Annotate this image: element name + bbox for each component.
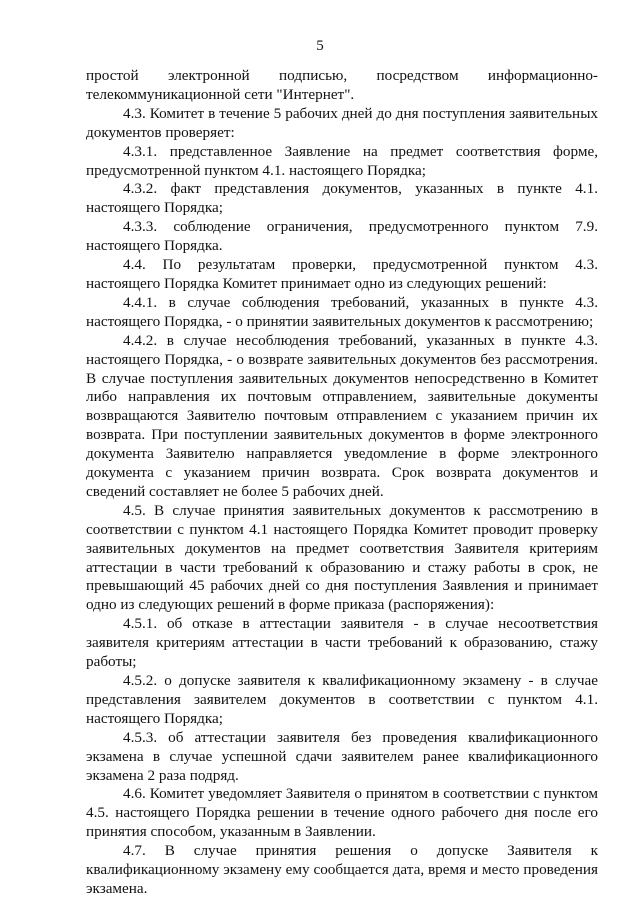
paragraph-4-5-2: 4.5.2. о допуске заявителя к квалификационному экзамену - в случае представления заявителем документов в соответствии с пунктом 4.1. настоящего Порядка;: [86, 672, 598, 727]
paragraph-4-3-1: 4.3.1. представленное Заявление на предмет соответствия форме, предусмотренной пунктом 4.1. настоящего Порядка;: [86, 142, 598, 179]
paragraph-4-4: 4.4. По результатам проверки, предусмотренной пунктом 4.3. настоящего Порядка Комитет принимает одно из следующих решений:: [86, 256, 598, 292]
paragraph-4-5: 4.5. В случае принятия заявительных документов к рассмотрению в соответствии с пунктом 4.1 настоящего Порядка Комитет проводит проверку заявительных документов на предмет соответствия Заявителя критериям аттестации в части требований к образованию и стажу работы в срок, не превышающий 45 рабочих дней со дня поступления Заявления и принимает одно из следующих решений в форме приказа (распоряжения):: [86, 501, 598, 614]
paragraph-continuation: простой электронной подписью, посредством информационно-телекоммуникационной сети "Интернет".: [86, 67, 598, 103]
paragraph-4-5-3: 4.5.3. об аттестации заявителя без проведения квалификационного экзамена в случае успешной сдачи заявителем ранее квалификационного экзамена 2 раза подряд.: [86, 728, 598, 784]
document-body: [86, 67, 598, 899]
paragraph-4-4-1: 4.4.1. в случае соблюдения требований, указанных в пункте 4.3. настоящего Порядка, - о принятии заявительных документов к рассмотрению;: [86, 293, 598, 330]
paragraph-4-7: 4.7. В случае принятия решения о допуске Заявителя к квалификационному экзамену ему сообщается дата, время и место проведения экзамена.: [86, 842, 598, 897]
paragraph-4-3: 4.3. Комитет в течение 5 рабочих дней до дня поступления заявительных документов проверяет:: [86, 104, 598, 141]
paragraph-4-4-2: 4.4.2. в случае несоблюдения требований, указанных в пункте 4.3. настоящего Порядка, - о возврате заявительных документов без рассмотрения. В случае поступления заявительных документов непосредственно в Комитет либо направления их почтовым отправлением, заявительные документы возвращаются Заявителю почтовым отправлением с указанием причин их возврата. При поступлении заявительных документов в форме электронного документа Заявителю направляется уведомление в форме электронного документа с указанием причин возврата. Срок возврата документов и сведений составляет не более 5 рабочих дней.: [86, 331, 598, 500]
paragraph-4-3-3: 4.3.3. соблюдение ограничения, предусмотренного пунктом 7.9. настоящего Порядка.: [86, 218, 598, 255]
paragraph-4-5-1: 4.5.1. об отказе в аттестации заявителя - в случае несоответствия заявителя критериям аттестации в части требований к образованию, стажу работы;: [86, 615, 598, 671]
page-number: 5: [316, 38, 324, 54]
paragraph-4-3-2: 4.3.2. факт представления документов, указанных в пункте 4.1. настоящего Порядка;: [86, 180, 598, 217]
paragraph-4-6: 4.6. Комитет уведомляет Заявителя о принятом в соответствии с пунктом 4.5. настоящего Порядка решении в течение одного рабочего дня после его принятия способом, указанным в Заявлении.: [86, 785, 598, 841]
